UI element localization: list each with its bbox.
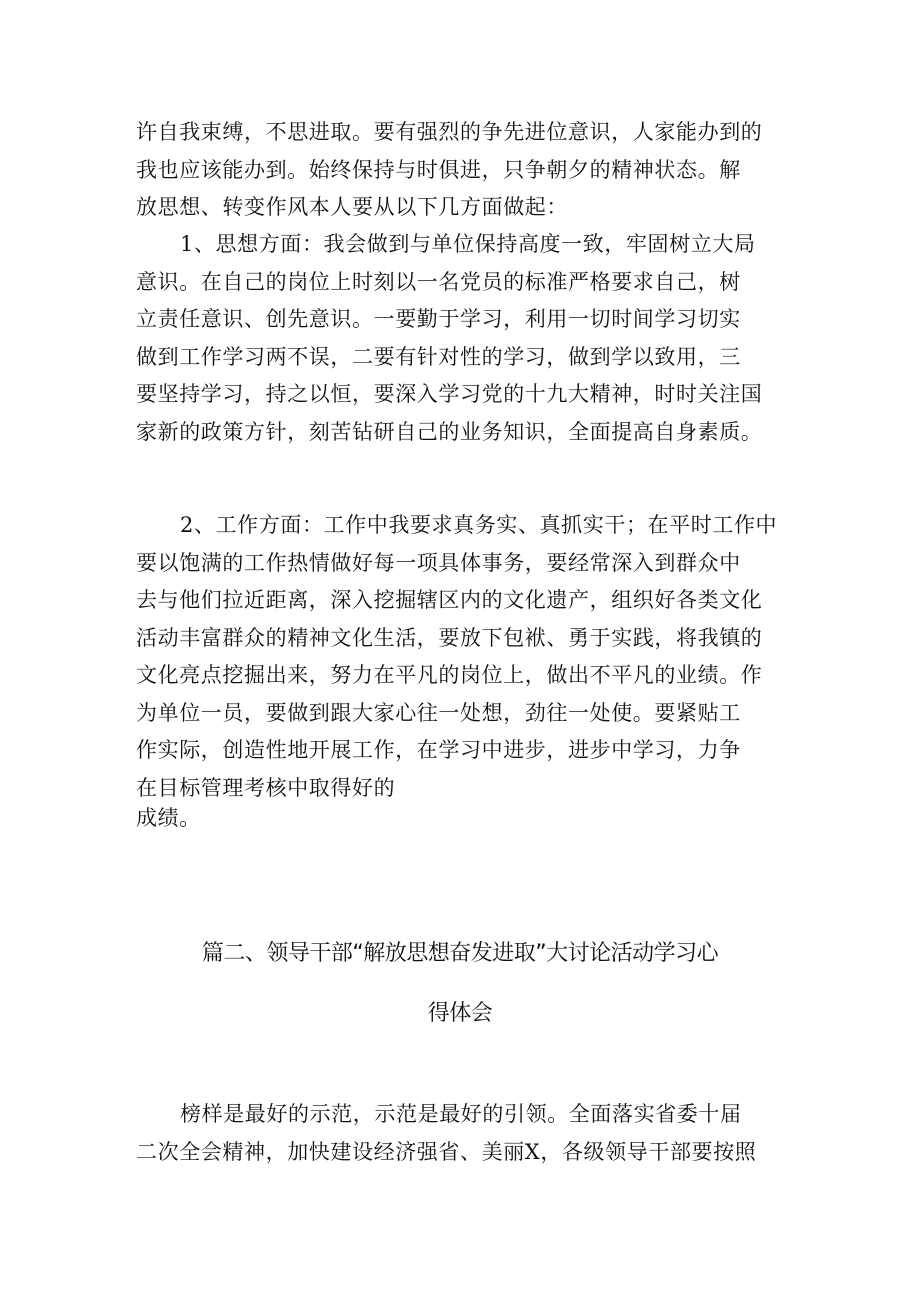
section-heading-line: 得体会 — [427, 1001, 493, 1026]
text-line: 作实际，创造性地开展工作，在学习中进步，进步中学习，力争 — [136, 738, 741, 762]
text-line: 要坚持学习，持之以恒，要深入学习党的十九大精神，时时关注国 — [136, 382, 763, 406]
text-line: 为单位一员，要做到跟大家心往一处想，劲往一处使。要紧贴工 — [136, 700, 741, 725]
text-line: 放思想、转变作风本人要从以下几方面做起： — [136, 195, 568, 219]
text-line: 文化亮点挖掘出来，努力在平凡的岗位上，做出不平凡的业绩。作 — [136, 663, 763, 687]
text-line: 榜样是最好的示范，示范是最好的引领。全面落实省委十届 — [180, 1102, 742, 1126]
text-line: 在目标管理考核中取得好的 — [136, 775, 396, 800]
text-line: 家新的政策方针，刻苦钻研自己的业务知识，全面提高自身素质。 — [136, 419, 763, 444]
text-line: 立责任意识、创先意识。一要勤于学习，利用一切时间学习切实 — [136, 307, 741, 331]
text-line: 活动丰富群众的精神文化生活，要放下包袱、勇于实践，将我镇的 — [136, 625, 763, 650]
item-work-aspect — [136, 507, 792, 837]
text-line: 意识。在自己的岗位上时刻以一名党员的标准严格要求自己，树 — [136, 269, 741, 294]
section-paragraph — [136, 1096, 792, 1171]
text-line: 做到工作学习两不误，二要有针对性的学习，做到学以致用，三 — [136, 344, 741, 369]
text-line: 2、工作方面：工作中我要求真务实、真抓实干；在平时工作中 — [180, 513, 778, 537]
text-line: 去与他们拉近距离，深入挖掘辖区内的文化遗产，组织好各类文化 — [136, 588, 763, 612]
text-line: 要以饱满的工作热情做好每一项具体事务，要经常深入到群众中 — [136, 550, 741, 575]
text-line: 1、思想方面：我会做到与单位保持高度一致，牢固树立大局 — [180, 232, 756, 256]
section-heading-line: 篇二、领导干部“解放思想奋发进取”大讨论活动学习心 — [201, 941, 719, 966]
text-line: 我也应该能办到。始终保持与时俱进，只争朝夕的精神状态。解 — [136, 157, 741, 182]
item-thought-aspect — [136, 226, 792, 451]
text-line: 二次全会精神，加快建设经济强省、美丽X，各级领导干部要按照 — [136, 1139, 757, 1164]
text-line: 许自我束缚，不思进取。要有强烈的争先进位意识，人家能办到的 — [136, 120, 763, 144]
text-line: 成绩。 — [136, 805, 201, 830]
continued-paragraph — [136, 114, 792, 227]
